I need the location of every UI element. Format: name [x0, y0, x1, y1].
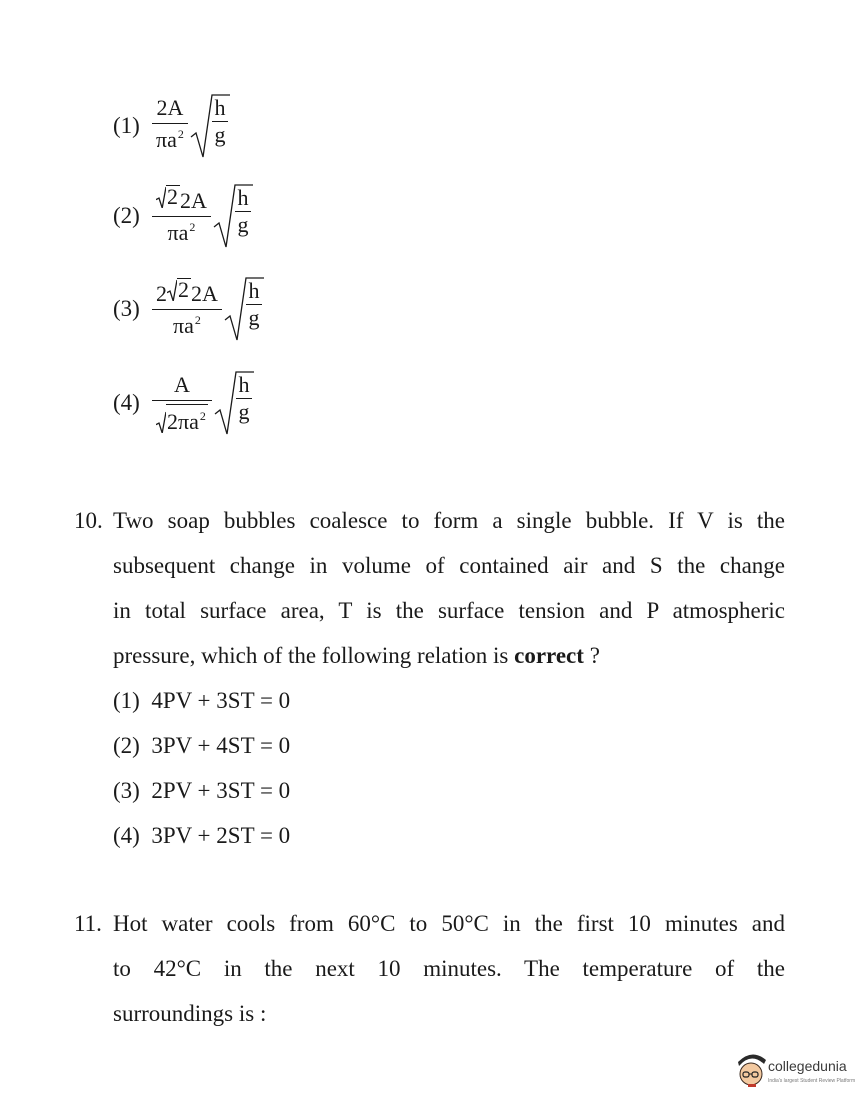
sqrt-numerator: h — [238, 372, 250, 397]
numerator-text: 2A — [156, 95, 184, 120]
sqrt-denominator: g — [248, 305, 260, 330]
question-10-line-2: subsequent change in volume of contained air and S the change — [113, 553, 785, 578]
question-10-number: 10. — [74, 508, 103, 533]
fraction — [152, 372, 212, 439]
watermark-tagline: India's largest Student Review Platform — [768, 1078, 856, 1084]
previous-option-label: (2) — [113, 203, 140, 228]
sqrt-denominator: g — [214, 122, 226, 147]
denominator-text: $\pi a^2$ — [173, 313, 201, 338]
numerator-text: A — [173, 372, 190, 397]
question-10-option-3[interactable]: (3) 2PV + 3ST = 0 — [113, 778, 291, 803]
previous-option-label: (3) — [113, 296, 140, 321]
numerator-coefficient: 2 — [156, 281, 167, 306]
fraction — [152, 185, 211, 246]
question-11-line-3: surroundings is : — [113, 1001, 267, 1026]
question-11-line-1: Hot water cools from 60°C to 50°C in the first 10 minutes and — [113, 911, 785, 936]
fraction — [152, 278, 222, 339]
fraction — [152, 95, 188, 153]
question-10-option-1[interactable]: (1) 4PV + 3ST = 0 — [113, 688, 291, 713]
numerator-root: 2 — [167, 278, 191, 301]
question-10-line-4-end: ? — [583, 643, 600, 668]
question-11-line-2: to 42°C in the next 10 minutes. The temperature of the — [113, 956, 785, 981]
question-11-number: 11. — [74, 911, 102, 936]
sqrt-numerator: h — [237, 185, 249, 210]
question-10-line-3: in total surface area, T is the surface tension and P atmospheric — [113, 598, 785, 623]
question-10-option-4[interactable]: (4) 3PV + 2ST = 0 — [113, 823, 291, 848]
previous-option-label: (4) — [113, 390, 140, 415]
question-10-bold-word: correct — [514, 643, 584, 668]
question-10-line-4 — [113, 643, 600, 669]
question-10-option-2[interactable]: (2) 3PV + 4ST = 0 — [113, 733, 291, 758]
sqrt-numerator: h — [248, 278, 260, 303]
watermark-brand: collegedunia — [768, 1058, 847, 1074]
sqrt-denominator: g — [237, 212, 249, 237]
denominator-text: $\pi a^2$ — [167, 220, 196, 245]
numerator-text: 2A — [180, 188, 207, 213]
denominator-root: $2\pi a^2$ — [156, 404, 208, 433]
sqrt-numerator: h — [214, 95, 226, 120]
denominator-text: $\pi a^2$ — [156, 127, 184, 152]
previous-option-label: (1) — [113, 113, 140, 138]
numerator-text: 2A — [191, 281, 218, 306]
question-10-line-4-text: pressure, which of the following relation is — [113, 643, 509, 668]
sqrt-denominator: g — [238, 399, 250, 424]
numerator-root: 2 — [156, 185, 180, 208]
question-10-line-1: Two soap bubbles coalesce to form a single bubble. If V is the — [113, 508, 785, 533]
